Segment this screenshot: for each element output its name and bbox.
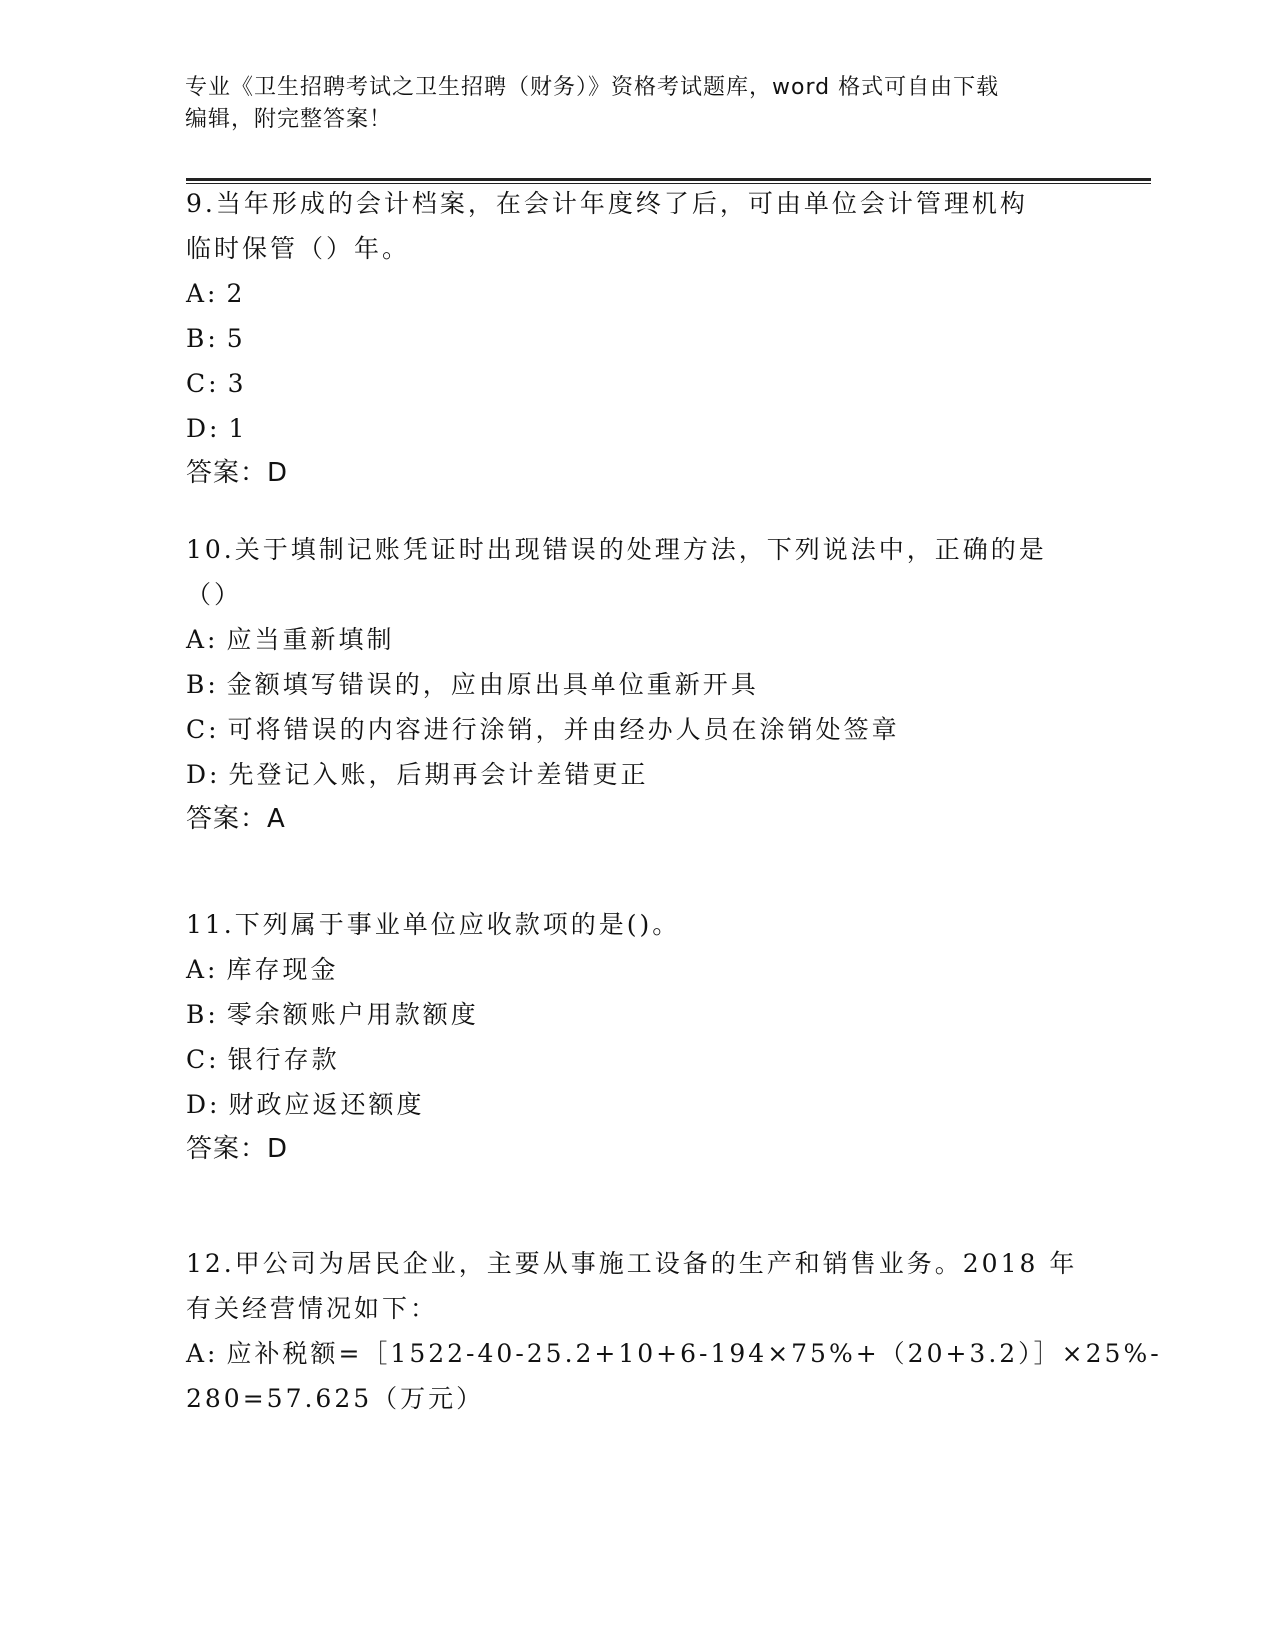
option-text: 3 [227,369,247,398]
option-label: B: [186,1000,219,1029]
question-stem: 11.下列属于事业单位应收款项的是()。 [186,910,681,939]
question-stem: 12.甲公司为居民企业，主要从事施工设备的生产和销售业务。2018 年 [186,1249,1078,1278]
question-stem-cont: 临时保管（）年。 [186,234,411,263]
option-a [186,947,1086,992]
option-text: 银行存款 [227,1045,340,1074]
option-text: 5 [226,324,246,353]
option-text: 金额填写错误的，应由原出具单位重新开具 [226,670,759,699]
header-line-1: 专业《卫生招聘考试之卫生招聘（财务）》资格考试题库，word 格式可自由下载 [185,75,1000,100]
option-c [186,361,1086,406]
option-text: 可将错误的内容进行涂销，并由经办人员在涂销处签章 [227,715,900,744]
option-b [186,992,1086,1037]
question-stem-cont: （） [186,580,243,609]
option-label: D: [186,760,221,789]
option-a-cont: 280=57.625（万元） [186,1384,485,1413]
option-text: 库存现金 [226,955,339,984]
option-label: A: [186,279,219,308]
option-text: 先登记入账，后期再会计差错更正 [228,760,649,789]
option-text: 应补税额=［1522-40-25.2+10+6-194×75%+（20+3.2）］×25%- [226,1339,1162,1368]
option-a [186,271,1086,316]
option-label: A: [186,625,219,654]
question-9 [186,181,1086,496]
header-line-2: 编辑，附完整答案！ [185,107,393,132]
option-c [186,707,1086,752]
question-10 [186,527,1086,842]
question-12 [186,1241,1162,1421]
option-label: C: [186,1045,220,1074]
option-b [186,316,1086,361]
question-stem: 10.关于填制记账凭证时出现错误的处理方法，下列说法中，正确的是 [186,535,1047,564]
option-label: C: [186,369,220,398]
option-label: D: [186,414,221,443]
option-label: B: [186,670,219,699]
option-d [186,406,1086,451]
question-stem-cont: 有关经营情况如下： [186,1294,439,1323]
option-label: C: [186,715,220,744]
option-label: D: [186,1090,221,1119]
option-text: 财政应返还额度 [228,1090,425,1119]
option-text: 应当重新填制 [226,625,395,654]
answer-line: 答案：A [186,804,286,834]
option-c [186,1037,1086,1082]
question-11 [186,902,1086,1172]
option-label: A: [186,955,219,984]
option-text: 1 [228,414,248,443]
option-b [186,662,1086,707]
question-stem: 9.当年形成的会计档案，在会计年度终了后，可由单位会计管理机构 [186,189,1028,218]
option-text: 零余额账户用款额度 [226,1000,479,1029]
option-d [186,752,1086,797]
answer-line: 答案：D [186,1134,289,1164]
option-a [186,1331,1162,1376]
option-text: 2 [226,279,246,308]
option-a [186,617,1086,662]
option-d [186,1082,1086,1127]
option-label: A: [186,1339,219,1368]
option-label: B: [186,324,219,353]
answer-line: 答案：D [186,458,289,488]
document-header [185,72,1085,136]
